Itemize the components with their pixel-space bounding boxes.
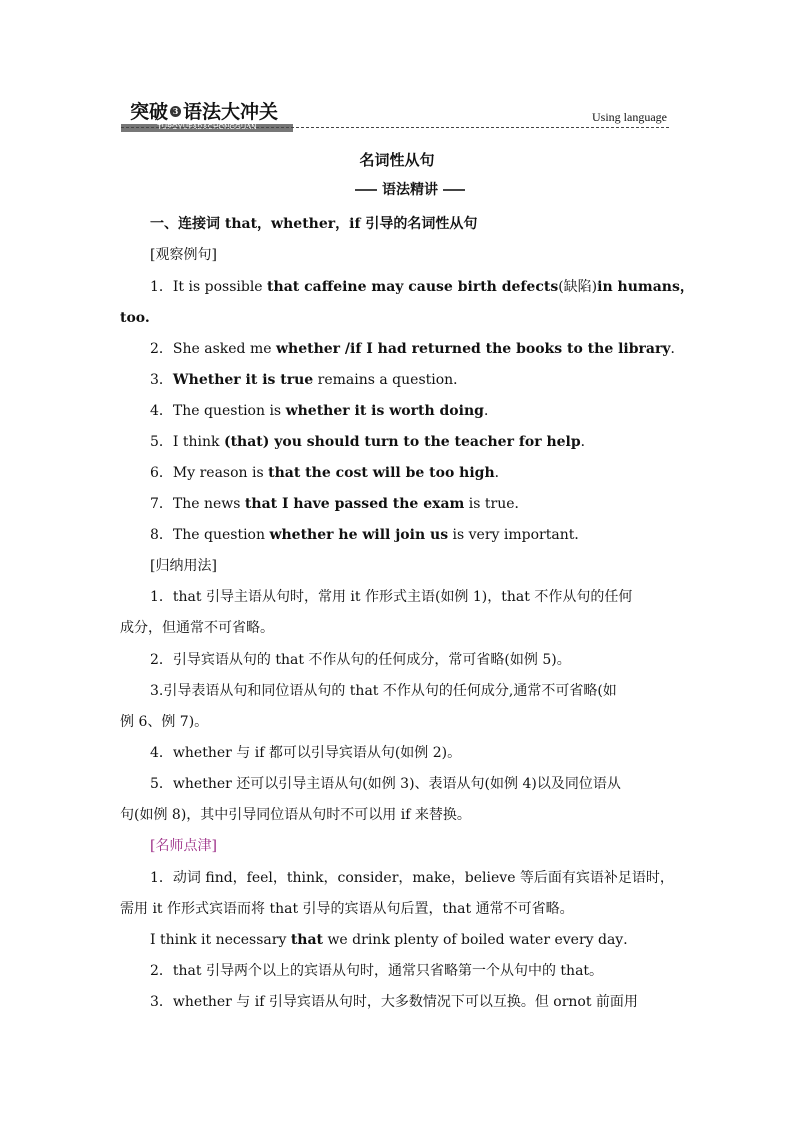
example-8-end: is very important． xyxy=(448,527,589,543)
example-3 xyxy=(150,370,680,390)
example-7 xyxy=(150,494,680,514)
example-3-end: remains a question． xyxy=(313,372,468,388)
header-section-label: Using language xyxy=(592,110,667,124)
rule-5: 5．whether 还可以引导主语从句(如例 3)、表语从句(如例 4)以及同位语从 xyxy=(150,776,621,792)
example-6-end: ． xyxy=(494,465,509,481)
example-7-end: is true． xyxy=(464,496,529,512)
example-1-prefix: 1．It is possible xyxy=(150,279,268,295)
section-badge-right-bar xyxy=(443,189,465,191)
example-5-prefix: 5．I think xyxy=(150,434,224,450)
header-badge xyxy=(130,100,278,124)
heading-1: 一、连接词 that，whether，if 引导的名词性从句 xyxy=(150,216,478,232)
section-badge-left-bar xyxy=(355,189,377,191)
example-2-clause: whether /if I had returned the books to the library xyxy=(275,341,671,357)
header-badge-part1: 突破 xyxy=(130,101,169,123)
example-6-clause: that the cost will be too high xyxy=(268,465,495,481)
tip-1-example xyxy=(150,930,680,950)
rule-1-cont: 成分，但通常不可省略。 xyxy=(120,620,274,636)
example-4-prefix: 4．The question is xyxy=(150,403,286,419)
example-2-prefix: 2．She asked me xyxy=(150,341,276,357)
tip-1-example-end: we drink plenty of boiled water every day． xyxy=(323,932,638,948)
header-divider xyxy=(121,127,669,128)
rule-2: 2．引导宾语从句的 that 不作从句的任何成分，常可省略(如例 5)。 xyxy=(150,652,571,668)
example-3-clause: Whether it is true xyxy=(172,372,314,388)
example-1-cont: too. xyxy=(120,310,150,326)
tip-1-example-that: that xyxy=(290,932,323,948)
observe-label: [观察例句] xyxy=(150,247,217,263)
example-4-clause: whether it is worth doing xyxy=(285,403,484,419)
page-title: 名词性从句 xyxy=(359,151,435,169)
tip-1-cont: 需用 it 作形式宾语而将 that 引导的宾语从句后置，that 通常不可省略。 xyxy=(120,901,574,917)
example-1-clause: that caffeine may cause birth defects xyxy=(267,279,559,295)
example-3-prefix: 3． xyxy=(150,372,173,388)
example-5 xyxy=(150,432,680,452)
example-1 xyxy=(150,277,694,297)
tips-label: [名师点津] xyxy=(150,838,217,854)
example-2-end: ． xyxy=(670,341,685,357)
example-4 xyxy=(150,401,680,421)
example-1-gloss: (缺陷) xyxy=(558,279,598,295)
example-5-clause: (that) you should turn to the teacher for help xyxy=(223,434,581,450)
example-6 xyxy=(150,463,680,483)
header-pinyin: TUPOYUFADACHONGGUAN xyxy=(121,124,293,132)
summary-label: [归纳用法] xyxy=(150,558,217,574)
rule-4: 4．whether 与 if 都可以引导宾语从句(如例 2)。 xyxy=(150,745,462,761)
section-badge-label: 语法精讲 xyxy=(382,182,438,198)
rule-5-cont: 句(如例 8)，其中引导同位语从句时不可以用 if 来替换。 xyxy=(120,807,471,823)
section-badge xyxy=(355,181,465,199)
tip-3: 3．whether 与 if 引导宾语从句时，大多数情况下可以互换。但 ornot 前面用 xyxy=(150,994,638,1010)
example-4-end: ． xyxy=(483,403,498,419)
tip-1: 1．动词 find，feel，think，consider，make，believe 等后面有宾语补足语时， xyxy=(150,870,674,886)
header-badge-number: 3 xyxy=(170,106,181,117)
example-8-clause: whether he will join us xyxy=(269,527,449,543)
example-8-prefix: 8．The question xyxy=(150,527,270,543)
example-1-tail: in humans， xyxy=(597,279,694,295)
tip-1-example-prefix: I think it necessary xyxy=(150,932,291,948)
example-2 xyxy=(150,339,685,359)
example-8 xyxy=(150,525,680,545)
example-5-end: ． xyxy=(580,434,595,450)
header-badge-part2: 语法大冲关 xyxy=(183,101,279,123)
rule-1: 1．that 引导主语从句时，常用 it 作形式主语(如例 1)，that 不作从句的任何 xyxy=(150,589,633,605)
tip-2: 2．that 引导两个以上的宾语从句时，通常只省略第一个从句中的 that。 xyxy=(150,963,604,979)
rule-3: 3.引导表语从句和同位语从句的 that 不作从句的任何成分,通常不可省略(如 xyxy=(150,683,617,699)
example-6-prefix: 6．My reason is xyxy=(150,465,269,481)
example-7-prefix: 7．The news xyxy=(150,496,245,512)
rule-3-cont: 例 6、例 7)。 xyxy=(120,714,209,730)
example-7-clause: that I have passed the exam xyxy=(244,496,465,512)
